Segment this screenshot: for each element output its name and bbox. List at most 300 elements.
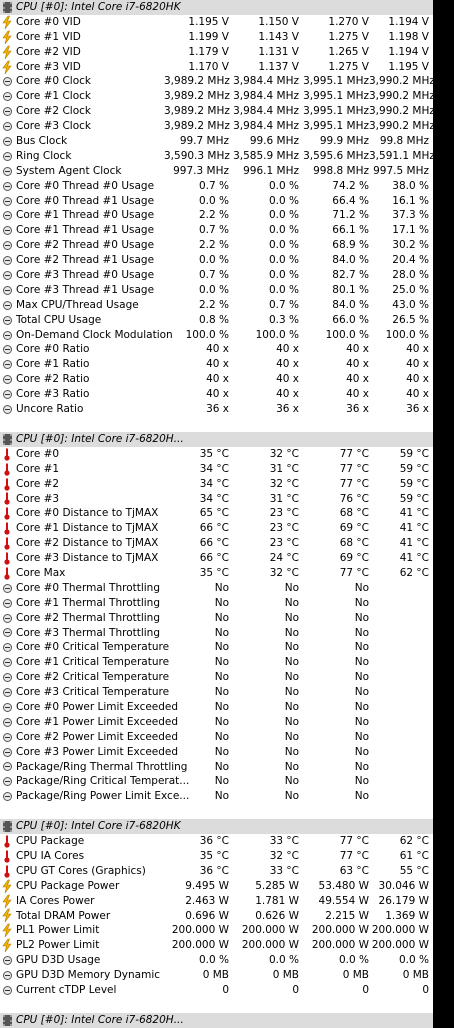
sensor-name: Core #1 Critical Temperature [16, 656, 170, 669]
clock-icon [0, 92, 14, 101]
clock-icon [0, 301, 14, 310]
section-header[interactable] [0, 0, 433, 15]
avg-value: 3,990.2 MHz [369, 75, 435, 88]
sensor-row[interactable] [0, 104, 433, 119]
sensor-name: Core #2 Thread #0 Usage [16, 239, 155, 252]
sensor-name: Core #1 Clock [16, 90, 91, 103]
clock-icon [0, 375, 14, 384]
min-value: No [284, 686, 299, 699]
clock-icon [0, 390, 14, 399]
clock-icon [0, 688, 14, 697]
current-value: No [214, 611, 229, 624]
current-value: 0.0 % [198, 254, 229, 267]
sensor-row[interactable] [0, 536, 433, 551]
clock-icon [0, 345, 14, 354]
sensor-name: Core #2 Thermal Throttling [16, 611, 161, 624]
max-value: 0 [362, 984, 369, 996]
max-value: 53.480 W [318, 879, 369, 892]
max-value: 1.270 V [328, 15, 369, 28]
max-value: 69 °C [339, 522, 369, 535]
avg-value: 25.0 % [392, 283, 429, 296]
sensor-name: Core #0 VID [16, 15, 81, 28]
clock-icon [0, 748, 14, 757]
sensor-name: Core #0 Ratio [16, 343, 90, 356]
current-value: No [214, 671, 229, 684]
section-header-label: CPU [#0]: Intel Core i7-6820H... [16, 432, 184, 445]
current-value: 36 x [206, 403, 229, 416]
bolt-icon [0, 16, 14, 29]
current-value: 3,989.2 MHz [164, 90, 230, 103]
thermometer-icon [0, 448, 14, 461]
min-value: No [284, 626, 299, 639]
sensor-name: Core #3 Power Limit Exceeded [16, 745, 179, 758]
sensor-row[interactable] [0, 551, 433, 566]
sensor-name: Core #3 Distance to TjMAX [16, 552, 159, 565]
sensor-row[interactable] [0, 194, 433, 209]
sensor-name: Core #0 Thermal Throttling [16, 581, 161, 594]
avg-value: 59 °C [399, 462, 429, 475]
max-value: 77 °C [339, 566, 369, 579]
section-header[interactable] [0, 819, 433, 834]
min-value: No [284, 700, 299, 713]
min-value: No [284, 641, 299, 654]
current-value: 997.3 MHz [173, 164, 229, 177]
clock-icon [0, 971, 14, 980]
min-value: 1.781 W [255, 894, 299, 907]
sensor-row[interactable] [0, 596, 433, 611]
min-value: 31 °C [269, 492, 299, 505]
min-value: 0.0 % [268, 224, 299, 237]
min-value: No [284, 730, 299, 743]
sensor-row[interactable] [0, 774, 433, 789]
sensor-row[interactable] [0, 655, 433, 670]
clock-icon [0, 599, 14, 608]
sensor-row[interactable] [0, 938, 433, 953]
sensor-row[interactable] [0, 611, 433, 626]
current-value: 65 °C [199, 507, 229, 520]
max-value: 0.0 % [338, 954, 369, 967]
avg-value: 41 °C [399, 507, 429, 520]
sensor-row[interactable] [0, 492, 433, 507]
sensor-row[interactable] [0, 328, 433, 343]
clock-icon [0, 986, 14, 995]
sensor-name: Core #2 Power Limit Exceeded [16, 730, 179, 743]
avg-value: 1.369 W [385, 909, 429, 922]
max-value: No [354, 745, 369, 758]
clock-icon [0, 316, 14, 325]
max-value: 68 °C [339, 507, 369, 520]
current-value: 40 x [206, 388, 229, 401]
max-value: 77 °C [339, 849, 369, 862]
avg-value: 1.195 V [388, 60, 429, 73]
sensor-row[interactable] [0, 700, 433, 715]
current-value: No [214, 790, 229, 803]
min-value: 0.0 % [268, 269, 299, 282]
sensor-row[interactable] [0, 134, 433, 149]
sensor-name: Core #0 Power Limit Exceeded [16, 700, 179, 713]
clock-icon [0, 658, 14, 667]
sensor-name: Core #2 Thread #1 Usage [16, 254, 155, 267]
sensor-name: Core #1 Distance to TjMAX [16, 522, 159, 535]
current-value: No [214, 641, 229, 654]
max-value: 40 x [346, 388, 369, 401]
avg-value: 40 x [406, 358, 429, 371]
max-value: 3,995.1 MHz [303, 120, 369, 133]
bolt-icon [0, 46, 14, 59]
max-value: 36 x [346, 403, 369, 416]
clock-icon [0, 733, 14, 742]
clock-icon [0, 107, 14, 116]
sensor-row[interactable] [0, 149, 433, 164]
min-value: 1.143 V [258, 30, 299, 43]
sensor-name: Core #0 Thread #0 Usage [16, 179, 155, 192]
avg-value: 37.3 % [392, 209, 429, 222]
min-value: 32 °C [269, 447, 299, 460]
clock-icon [0, 331, 14, 340]
avg-value: 26.179 W [378, 894, 429, 907]
current-value: 0.7 % [198, 179, 229, 192]
clock-icon [0, 152, 14, 161]
current-value: 1.199 V [188, 30, 229, 43]
avg-value: 41 °C [399, 552, 429, 565]
sensor-row[interactable] [0, 953, 433, 968]
thermometer-icon [0, 492, 14, 505]
min-value: 40 x [276, 343, 299, 356]
clock-icon [0, 628, 14, 637]
sensor-row[interactable] [0, 45, 433, 60]
max-value: 77 °C [339, 835, 369, 848]
sensor-row[interactable] [0, 402, 433, 417]
sensor-row[interactable] [0, 685, 433, 700]
sensor-row[interactable] [0, 581, 433, 596]
thermometer-icon [0, 567, 14, 580]
max-value: 68.9 % [332, 239, 369, 252]
max-value: No [354, 686, 369, 699]
current-value: 0.0 % [198, 194, 229, 207]
current-value: 1.179 V [188, 45, 229, 58]
min-value: 0.0 % [268, 179, 299, 192]
sensor-name: Core #2 [16, 477, 60, 490]
sensor-name: Core #0 Distance to TjMAX [16, 507, 159, 520]
sensor-row[interactable] [0, 253, 433, 268]
sensor-row[interactable] [0, 864, 433, 879]
min-value: 1.150 V [258, 15, 299, 28]
current-value: 36 °C [199, 864, 229, 877]
max-value: 71.2 % [332, 209, 369, 222]
sensor-name: Core #1 Ratio [16, 358, 90, 371]
sensor-row[interactable] [0, 745, 433, 760]
sensor-name: Total DRAM Power [16, 909, 111, 922]
thermometer-icon [0, 835, 14, 848]
max-value: 82.7 % [332, 269, 369, 282]
sensor-row[interactable] [0, 223, 433, 238]
max-value: No [354, 760, 369, 773]
max-value: 2.215 W [325, 909, 369, 922]
sensor-row[interactable] [0, 119, 433, 134]
sensor-name: Core #2 Distance to TjMAX [16, 537, 159, 550]
sensor-name: Package/Ring Critical Temperat... [16, 775, 190, 788]
sensor-row[interactable] [0, 894, 433, 909]
sensor-name: Total CPU Usage [16, 313, 102, 326]
sensor-row[interactable] [0, 626, 433, 641]
max-value: 200.000 W [311, 939, 369, 952]
current-value: 0 [222, 984, 229, 996]
sensor-row[interactable] [0, 477, 433, 492]
bolt-icon [0, 61, 14, 74]
avg-value: 200.000 W [371, 924, 429, 937]
clock-icon [0, 77, 14, 86]
min-value: 0.0 % [268, 209, 299, 222]
current-value: 0.7 % [198, 224, 229, 237]
bolt-icon [0, 939, 14, 952]
clock-icon [0, 256, 14, 265]
current-value: 40 x [206, 373, 229, 386]
current-value: 34 °C [199, 492, 229, 505]
current-value: 3,989.2 MHz [164, 105, 230, 118]
sensor-row[interactable] [0, 879, 433, 894]
bolt-icon [0, 924, 14, 937]
min-value: No [284, 611, 299, 624]
avg-value: 41 °C [399, 522, 429, 535]
sensor-row[interactable] [0, 506, 433, 521]
sensor-name: Ring Clock [16, 149, 72, 162]
current-value: 66 °C [199, 537, 229, 550]
max-value: No [354, 671, 369, 684]
current-value: No [214, 715, 229, 728]
sensor-name: Core #2 VID [16, 45, 81, 58]
sensor-name: Core #3 [16, 492, 60, 505]
max-value: 99.9 MHz [319, 135, 369, 148]
sensor-row[interactable] [0, 789, 433, 804]
clock-icon [0, 241, 14, 250]
min-value: 200.000 W [241, 939, 299, 952]
clock-icon [0, 286, 14, 295]
sensor-name: Core #2 Critical Temperature [16, 671, 170, 684]
sensor-name: Core #0 Thread #1 Usage [16, 194, 155, 207]
clock-icon [0, 703, 14, 712]
sensor-name: Core #3 Thread #0 Usage [16, 269, 155, 282]
min-value: 0 [292, 984, 299, 996]
avg-value: 1.194 V [388, 45, 429, 58]
thermometer-icon [0, 478, 14, 491]
sensor-row[interactable] [0, 715, 433, 730]
min-value: 1.137 V [258, 60, 299, 73]
max-value: 1.265 V [328, 45, 369, 58]
sensor-row[interactable] [0, 164, 433, 179]
avg-value: 0.0 % [398, 954, 429, 967]
sensor-name: Core #0 Critical Temperature [16, 641, 170, 654]
min-value: 200.000 W [241, 924, 299, 937]
clock-icon [0, 405, 14, 414]
clock-icon [0, 762, 14, 771]
avg-value: 59 °C [399, 447, 429, 460]
sensor-row[interactable] [0, 74, 433, 89]
sensor-row[interactable] [0, 909, 433, 924]
sensor-row[interactable] [0, 313, 433, 328]
clock-icon [0, 777, 14, 786]
min-value: 3,984.4 MHz [233, 90, 299, 103]
sensor-name: Core Max [16, 566, 66, 579]
avg-value: 17.1 % [392, 224, 429, 237]
sensor-name: On-Demand Clock Modulation [16, 328, 173, 341]
max-value: No [354, 581, 369, 594]
current-value: 34 °C [199, 477, 229, 490]
avg-value: 61 °C [399, 849, 429, 862]
sensor-name: Package/Ring Power Limit Exce... [16, 790, 190, 803]
current-value: 40 x [206, 358, 229, 371]
min-value: 5.285 W [255, 879, 299, 892]
sensor-row[interactable] [0, 387, 433, 402]
sensor-row[interactable] [0, 238, 433, 253]
clock-icon [0, 182, 14, 191]
sensor-row[interactable] [0, 298, 433, 313]
avg-value: 62 °C [399, 566, 429, 579]
min-value: 36 x [276, 403, 299, 416]
sensor-name: Core #3 Critical Temperature [16, 686, 170, 699]
sensor-row[interactable] [0, 208, 433, 223]
avg-value: 200.000 W [371, 939, 429, 952]
section-spacer [0, 417, 433, 432]
avg-value: 40 x [406, 373, 429, 386]
clock-icon [0, 792, 14, 801]
current-value: No [214, 581, 229, 594]
min-value: No [284, 715, 299, 728]
min-value: No [284, 656, 299, 669]
sensor-name: Core #1 [16, 462, 60, 475]
sensor-row[interactable] [0, 670, 433, 685]
min-value: 3,984.4 MHz [233, 75, 299, 88]
current-value: No [214, 745, 229, 758]
sensor-row[interactable] [0, 60, 433, 75]
current-value: No [214, 730, 229, 743]
sensor-row[interactable] [0, 640, 433, 655]
clock-icon [0, 122, 14, 131]
min-value: 31 °C [269, 462, 299, 475]
thermometer-icon [0, 537, 14, 550]
min-value: 33 °C [269, 835, 299, 848]
max-value: No [354, 656, 369, 669]
sensor-row[interactable] [0, 447, 433, 462]
current-value: 99.7 MHz [179, 135, 229, 148]
min-value: 0.3 % [268, 313, 299, 326]
section-header[interactable] [0, 1013, 433, 1028]
min-value: 32 °C [269, 566, 299, 579]
sensor-row[interactable] [0, 357, 433, 372]
avg-value: 20.4 % [392, 254, 429, 267]
sensor-row[interactable] [0, 179, 433, 194]
sensor-row[interactable] [0, 15, 433, 30]
min-value: 0.626 W [255, 909, 299, 922]
max-value: 3,995.1 MHz [303, 105, 369, 118]
sensor-row[interactable] [0, 268, 433, 283]
max-value: 40 x [346, 358, 369, 371]
current-value: 40 x [206, 343, 229, 356]
avg-value: 3,990.2 MHz [369, 120, 435, 133]
sensor-row[interactable] [0, 849, 433, 864]
current-value: 200.000 W [171, 924, 229, 937]
sensor-row[interactable] [0, 89, 433, 104]
max-value: 74.2 % [332, 179, 369, 192]
sensor-row[interactable] [0, 342, 433, 357]
avg-value: 0 [422, 984, 429, 996]
sensor-row[interactable] [0, 566, 433, 581]
avg-value: 30.2 % [392, 239, 429, 252]
max-value: 77 °C [339, 447, 369, 460]
sensor-name: IA Cores Power [16, 894, 95, 907]
clock-icon [0, 673, 14, 682]
max-value: 100.0 % [325, 328, 369, 341]
avg-value: 30.046 W [378, 879, 429, 892]
current-value: No [214, 700, 229, 713]
max-value: 40 x [346, 373, 369, 386]
avg-value: 38.0 % [392, 179, 429, 192]
min-value: No [284, 745, 299, 758]
sensor-name: GPU D3D Memory Dynamic [16, 969, 161, 982]
current-value: 0.8 % [198, 313, 229, 326]
max-value: 84.0 % [332, 298, 369, 311]
clock-icon [0, 718, 14, 727]
sensor-row[interactable] [0, 834, 433, 849]
current-value: 2.463 W [185, 894, 229, 907]
avg-value: 997.5 MHz [373, 164, 429, 177]
current-value: 2.2 % [198, 209, 229, 222]
min-value: 32 °C [269, 477, 299, 490]
sensor-name: PL1 Power Limit [16, 924, 100, 937]
current-value: 35 °C [199, 849, 229, 862]
sensor-row[interactable] [0, 760, 433, 775]
sensor-row[interactable] [0, 730, 433, 745]
sensor-row[interactable] [0, 983, 433, 998]
max-value: 3,995.1 MHz [303, 90, 369, 103]
sensor-row[interactable] [0, 968, 433, 983]
min-value: 24 °C [269, 552, 299, 565]
max-value: 40 x [346, 343, 369, 356]
avg-value: 59 °C [399, 492, 429, 505]
sensor-row[interactable] [0, 283, 433, 298]
sensor-name: Core #3 Ratio [16, 388, 90, 401]
clock-icon [0, 614, 14, 623]
min-value: 0.0 % [268, 194, 299, 207]
current-value: 0.0 % [198, 954, 229, 967]
section-header[interactable] [0, 432, 433, 447]
sensor-row[interactable] [0, 30, 433, 45]
max-value: 80.1 % [332, 283, 369, 296]
sensor-name: Package/Ring Thermal Throttling [16, 760, 188, 773]
sensor-name: Bus Clock [16, 135, 68, 148]
max-value: No [354, 641, 369, 654]
avg-value: 41 °C [399, 537, 429, 550]
sensor-name: Current cTDP Level [16, 984, 117, 996]
avg-value: 55 °C [399, 864, 429, 877]
min-value: 40 x [276, 358, 299, 371]
max-value: 1.275 V [328, 60, 369, 73]
sensor-name: Core #2 Ratio [16, 373, 90, 386]
current-value: 0 MB [202, 969, 229, 982]
section-header-label: CPU [#0]: Intel Core i7-6820HK [16, 820, 181, 833]
chip-icon [0, 1015, 14, 1026]
sensor-row[interactable] [0, 521, 433, 536]
avg-value: 16.1 % [392, 194, 429, 207]
sensor-name: Core #0 [16, 447, 60, 460]
sensor-row[interactable] [0, 462, 433, 477]
min-value: 3,984.4 MHz [233, 120, 299, 133]
clock-icon [0, 197, 14, 206]
sensor-row[interactable] [0, 923, 433, 938]
sensor-row[interactable] [0, 372, 433, 387]
max-value: No [354, 715, 369, 728]
min-value: No [284, 775, 299, 788]
max-value: 77 °C [339, 477, 369, 490]
